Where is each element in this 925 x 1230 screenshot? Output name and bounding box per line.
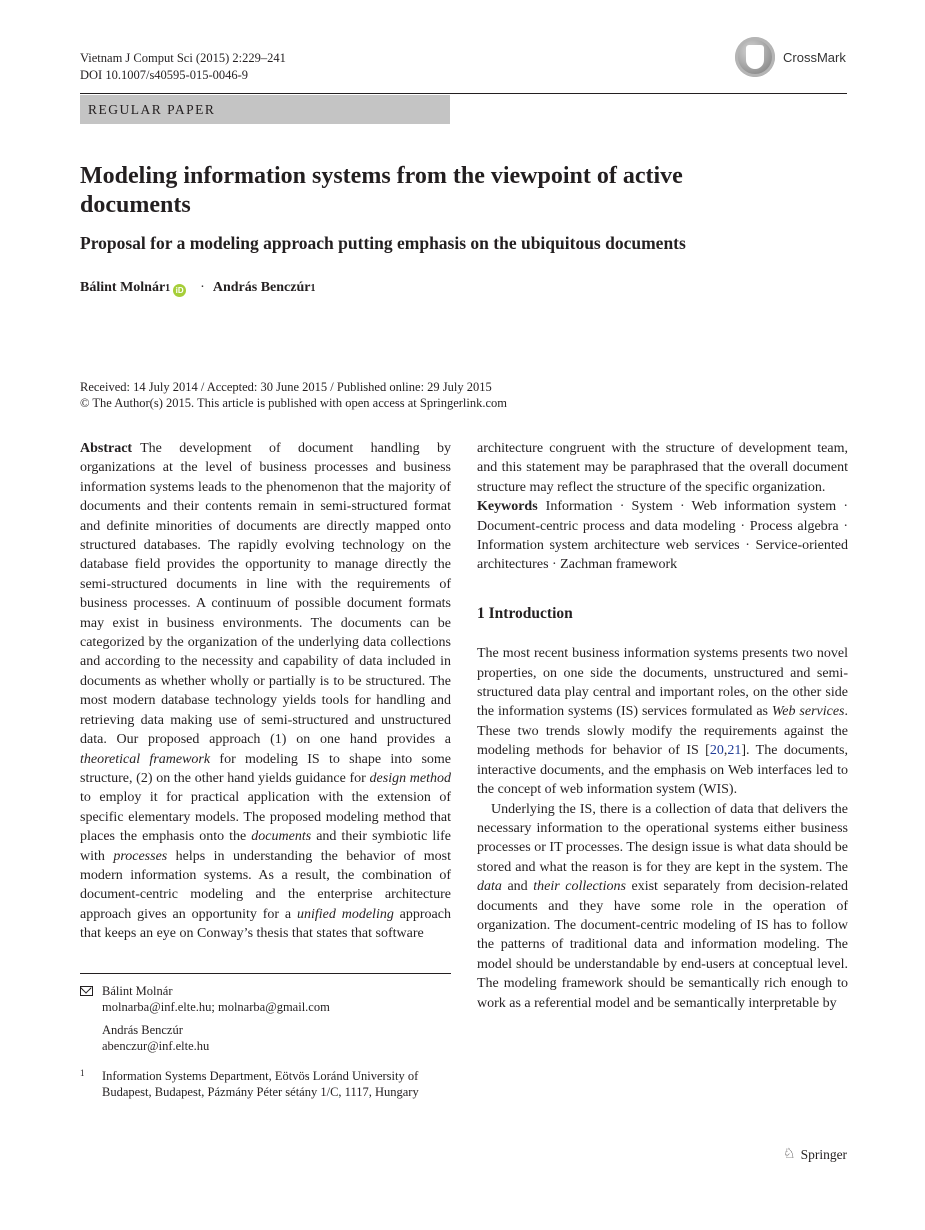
crossmark-icon	[735, 37, 775, 77]
abstract-text: and their symbiotic life with	[80, 829, 451, 864]
abstract-emphasis: theoretical framework	[80, 751, 211, 767]
body-text: The most recent business information systems presents two novel properties, on one side the documents, unstructured and semi-structured data play central and important roles, on the other side the information systems (IS) services formulated as	[477, 646, 848, 720]
abstract-text: to employ it for practical application with the extension of specific elementary models. The proposed modeling method that places the emphasis onto the	[80, 790, 451, 845]
article-category: REGULAR PAPER	[80, 95, 450, 124]
journal-info	[80, 50, 286, 84]
author-affil-mark: 1	[310, 283, 316, 294]
publisher-label: Springer	[800, 1146, 848, 1162]
abstract-emphasis: documents	[251, 829, 312, 845]
author-separator: ·	[200, 280, 205, 295]
author-email[interactable]: molnarba@inf.elte.hu; molnarba@gmail.com	[102, 1000, 330, 1014]
right-column	[477, 439, 848, 1013]
publisher-logo	[783, 1146, 847, 1163]
abstract	[80, 439, 451, 944]
crossmark-label: CrossMark	[783, 49, 846, 65]
body-emphasis: Web services	[771, 704, 845, 720]
abstract-emphasis: design method	[369, 770, 452, 786]
abstract-text: for modeling IS to shape into some structure, (2) on the other hand yields guidance for	[80, 751, 451, 786]
keywords-heading: Keywords	[477, 499, 538, 515]
abstract-text: The development of document handling by organizations at the level of business processes and business information systems leads to the phenomenon that the majority of documents and their contents remain in semi-structured format and definite minorities of documents are directly mapped onto structured databases. The rapidly evolving technology on the database field provides the opportunity to manage directly the semi-structured documents in line with the requirements of business processes. A continuum of possible document formats may exist in business environments. The documents can be categorized by the organization of the underlying data collections and according to the necessity and capability of data included in documents as whether wholly or partially is to be structured. The most modern database technology yields tools for handling and retrieving data making use of semi-structured and unstructured data. Our proposed approach (1) on one hand provides a	[80, 441, 451, 748]
coauthor: András Benczúr	[102, 1023, 183, 1037]
keywords	[477, 497, 848, 575]
abstract-heading: Abstract	[80, 441, 133, 456]
body-emphasis: data	[477, 879, 502, 895]
corresponding-author: Bálint Molnár	[102, 984, 173, 998]
body-text: exist separately from decision-related documents and they have some role in the operation of organization. The document-centric modeling of IS has to follow the patterns of traditional data and information modeling. The model should be understandable by end-users at conceptual level. The modeling framework should be semantically rich enough to work as a referential model and be semantically interpretable by	[477, 879, 848, 1011]
journal-citation: Vietnam J Comput Sci (2015) 2:229–241	[80, 51, 286, 65]
abstract-text: helps in understanding the behavior of most modern information systems. As a result, the combination of document-centric modeling and the enterprise architecture approach gives an opportunity for a	[80, 848, 452, 922]
keywords-text: Information · System · Web information system · Document-centric process and data modeling · Process algebra · Information system architecture web services · Service-oriented architectures · Zachman framework	[477, 499, 848, 573]
publication-history	[80, 379, 507, 411]
correspondence	[80, 983, 330, 1061]
body-text: Underlying the IS, there is a collection of data that delivers the necessary information to the operational systems either business processes or IT processes. The design issue is what data should be stored and what the reason is for they are kept in the system. The	[477, 801, 848, 875]
section-heading: 1 Introduction	[477, 604, 573, 622]
affiliation	[80, 1068, 450, 1100]
affiliation-text: Information Systems Department, Eötvös Loránd University of Budapest, Budapest, Pázmány Péter sétány 1/C, 1117, Hungary	[102, 1069, 419, 1099]
header-rule	[80, 93, 847, 94]
author-list	[80, 280, 315, 296]
abstract-emphasis: unified modeling	[297, 906, 394, 922]
abstract-text: architecture congruent with the structure of development team, and this statement may be paraphrased that the overall document structure may reflect the structure of the specific organization.	[477, 441, 848, 495]
left-column	[80, 439, 451, 944]
footnote-rule	[80, 973, 451, 974]
citation-link[interactable]: 20	[709, 743, 724, 759]
history-dates: Received: 14 July 2014 / Accepted: 30 June 2015 / Published online: 29 July 2015	[80, 380, 492, 394]
doi[interactable]: DOI 10.1007/s40595-015-0046-9	[80, 68, 249, 82]
body-text: and	[501, 879, 534, 895]
body-emphasis: their collections	[533, 879, 626, 895]
springer-horse-icon: ♘	[783, 1147, 796, 1162]
body-text: . These two trends slowly modify the requirements against the modeling methods for behavior of IS [	[477, 704, 849, 759]
abstract-text: approach that keeps an eye on Conway’s thesis that states that software	[80, 906, 451, 942]
author-name[interactable]: András Benczúr	[212, 280, 311, 295]
citation-link[interactable]: 21	[727, 743, 742, 759]
author-name[interactable]: Bálint Molnár	[80, 280, 166, 295]
intro-paragraph	[477, 800, 848, 1013]
citation-separator: ,	[723, 743, 728, 759]
abstract-continuation	[477, 439, 848, 497]
author-email[interactable]: abenczur@inf.elte.hu	[102, 1039, 210, 1053]
body-text: ]. The documents, interactive documents, and the emphasis on Web interfaces led to the concept of web information system (WIS).	[477, 743, 848, 798]
copyright-line: © The Author(s) 2015. This article is published with open access at Springerlink.com	[80, 396, 508, 410]
paper-subtitle: Proposal for a modeling approach putting emphasis on the ubiquitous documents	[80, 233, 686, 253]
envelope-icon	[80, 986, 93, 996]
crossmark-badge[interactable]	[735, 37, 846, 77]
author-affil-mark: 1	[165, 283, 171, 294]
orcid-icon[interactable]: iD	[173, 284, 186, 297]
paper-title: Modeling information systems from the viewpoint of active documents	[80, 163, 683, 218]
intro-paragraph	[477, 644, 848, 799]
abstract-emphasis: processes	[113, 848, 168, 864]
affiliation-number: 1	[80, 1068, 85, 1078]
